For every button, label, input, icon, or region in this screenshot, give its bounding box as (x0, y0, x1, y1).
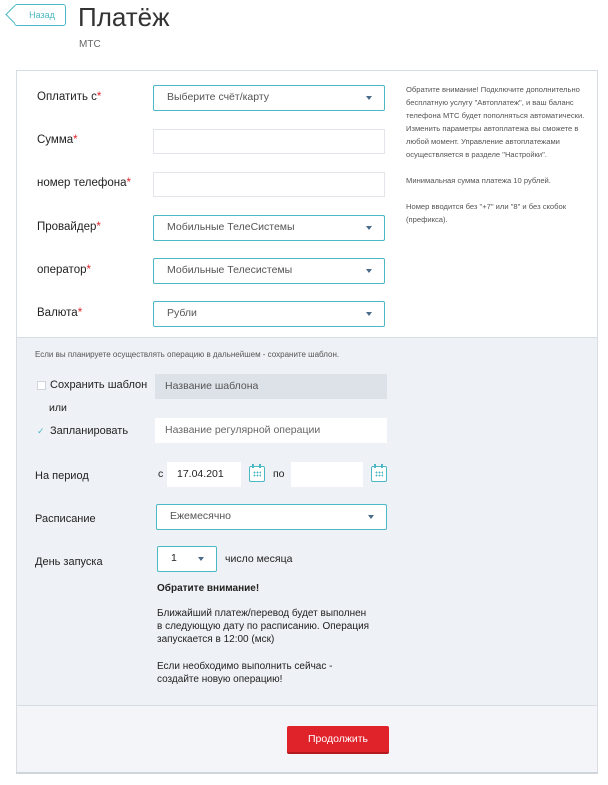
currency-select[interactable]: Рубли (153, 301, 385, 327)
back-button[interactable] (14, 4, 66, 26)
period-to-label: по (273, 468, 285, 480)
amount-label: Сумма* (37, 134, 78, 146)
calendar-icon[interactable] (249, 466, 265, 482)
schedule-name-input[interactable]: Название регулярной операции (155, 418, 387, 443)
phone-label: номер телефона* (37, 177, 131, 189)
or-label: или (49, 402, 67, 414)
chevron-down-icon (368, 515, 374, 519)
payment-details-section (17, 71, 597, 337)
warning-title: Обратите внимание! (157, 583, 260, 594)
page-title: Платёж (78, 2, 170, 32)
required-mark: * (77, 307, 83, 319)
schedule-checkbox[interactable]: ✓ Запланировать (37, 425, 129, 437)
template-name-input[interactable]: Название шаблона (155, 374, 387, 399)
period-from-input[interactable]: 17.04.201 (167, 462, 241, 487)
provider-label: Провайдер* (37, 221, 101, 233)
period-label: На период (35, 470, 89, 482)
warning-text-schedule: Ближайший платеж/перевод будет выполнен в следующую дату по расписанию. Операция запускается в 12:00 (мск) (157, 608, 370, 645)
notice-min-amount: Минимальная сумма платежа 10 рублей. (406, 176, 551, 185)
template-schedule-section (17, 337, 597, 705)
payment-form-card (16, 70, 598, 772)
period-to-input[interactable] (291, 462, 363, 487)
schedule-label: Расписание (35, 513, 96, 525)
required-mark: * (96, 221, 101, 233)
actions-section (17, 705, 597, 772)
period-from-label: с (158, 468, 164, 480)
continue-button[interactable]: Продолжить (287, 726, 389, 752)
warning-text-new-operation: Если необходимо выполнить сейчас - создайте новую операцию! (157, 661, 333, 685)
start-day-select[interactable]: 1 (157, 546, 217, 572)
schedule-select[interactable]: Ежемесячно (156, 504, 387, 530)
operator-select[interactable]: Мобильные Телесистемы (153, 258, 385, 284)
required-mark: * (86, 264, 91, 276)
chevron-down-icon (366, 226, 372, 230)
required-mark: * (73, 134, 78, 146)
chevron-down-icon (366, 312, 372, 316)
chevron-left-icon (5, 5, 23, 23)
back-label: Назад (29, 10, 55, 20)
provider-select[interactable]: Мобильные ТелеСистемы (153, 215, 385, 241)
page-subtitle: МТС (79, 39, 101, 50)
amount-input[interactable] (153, 129, 385, 154)
currency-label: Валюта* (37, 307, 83, 319)
required-mark: * (96, 91, 102, 103)
required-mark: * (126, 177, 131, 189)
operator-label: оператор* (37, 264, 91, 276)
phone-input[interactable] (153, 172, 385, 197)
chevron-down-icon (198, 557, 204, 561)
info-notice (406, 83, 591, 239)
pay-from-select[interactable]: Выберите счёт/карту (153, 85, 385, 111)
notice-autopay: Обратите внимание! Подключите дополнительно бесплатную услугу "Автоплатеж", и ваш баланс телефона МТС будет пополняться автоматически. Изменить параметры автоплатежа вы сможете в любой момент. Управление автоплатежами осуществляется в разделе "Настройки". (406, 85, 585, 159)
save-template-checkbox[interactable]: Сохранить шаблон (37, 379, 147, 391)
chevron-down-icon (366, 269, 372, 273)
pay-from-label: Оплатить с* (37, 91, 102, 103)
notice-number-format: Номер вводится без "+7" или "8" и без скобок (префикса). (406, 202, 567, 224)
checkmark-icon: ✓ (37, 425, 45, 436)
chevron-down-icon (366, 96, 372, 100)
checkbox-icon (37, 381, 46, 390)
calendar-icon[interactable] (371, 466, 387, 482)
start-day-label: День запуска (35, 556, 103, 568)
start-day-suffix: число месяца (225, 553, 293, 565)
template-hint: Если вы планируете осуществлять операцию в дальнейшем - сохраните шаблон. (35, 350, 340, 359)
